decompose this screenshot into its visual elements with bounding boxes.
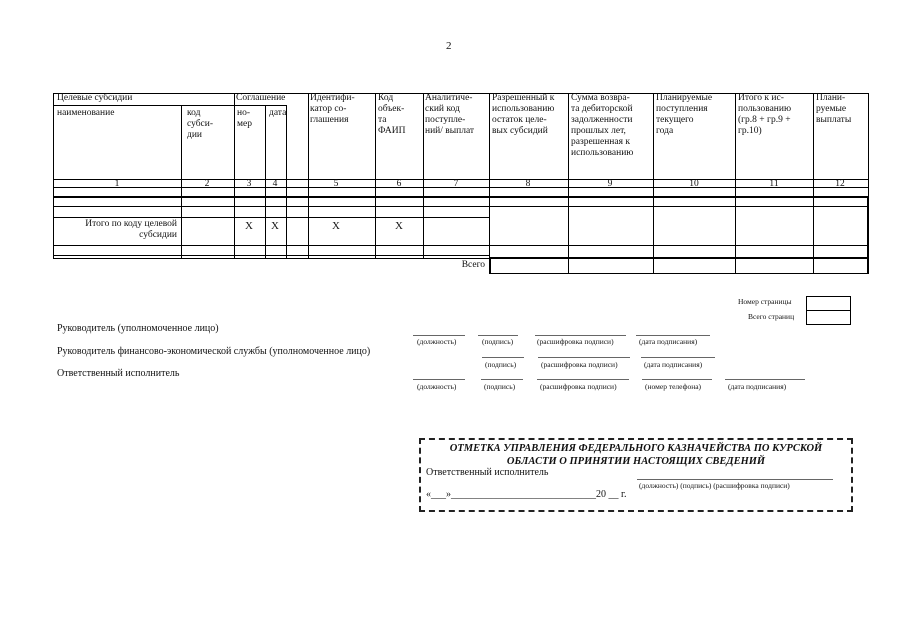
total-pages-label: Всего страниц <box>748 312 795 321</box>
stamp-date-line[interactable]: «___»_____________________________20 __ г. <box>426 489 627 500</box>
subsidies-group-underline <box>53 105 234 106</box>
executor-label: Ответственный исполнитель <box>57 368 180 379</box>
total-pages-box[interactable] <box>806 310 851 325</box>
agreement-group-header: Соглашение <box>236 93 286 103</box>
header-name: наименование <box>57 108 115 118</box>
column-number: 4 <box>272 179 278 189</box>
x-mark: Х <box>245 220 253 232</box>
table-column-border <box>308 93 309 259</box>
stamp-title-line-1: ОТМЕТКА УПРАВЛЕНИЯ ФЕДЕРАЛЬНОГО КАЗНАЧЕЙСТВА ПО КУРСКОЙ <box>449 443 823 454</box>
data-row-top-bold <box>53 196 868 198</box>
head-signature-line[interactable] <box>478 335 518 336</box>
x-mark: Х <box>395 220 403 232</box>
caption-sign-date: (дата подписания) <box>639 337 698 346</box>
finance-head-label: Руководитель финансово-экономической службы (уполномоченное лицо) <box>57 346 371 357</box>
caption-position: (должность) <box>417 382 457 391</box>
header-planned-payments: Плани- руемые выплаты <box>816 93 852 125</box>
executor-phone-line[interactable] <box>642 379 712 380</box>
page-number: 2 <box>446 40 452 52</box>
executor-date-line[interactable] <box>725 379 805 380</box>
data-row-line <box>53 206 868 207</box>
finance-decoding-line[interactable] <box>538 357 630 358</box>
table-column-border <box>568 93 569 274</box>
caption-signature: (подпись) <box>484 382 516 391</box>
stamp-captions: (должность) (подпись) (расшифровка подписи) <box>639 481 790 490</box>
page-number-label: Номер страницы <box>738 297 792 306</box>
finance-date-line[interactable] <box>641 357 715 358</box>
head-position-line[interactable] <box>413 335 465 336</box>
caption-decoding: (расшифровка подписи) <box>540 382 617 391</box>
column-number: 11 <box>769 179 779 189</box>
head-label: Руководитель (уполномоченное лицо) <box>57 323 219 334</box>
header-analytic-code: Аналитиче- ский код поступле- ний/ выплат <box>425 93 475 136</box>
header-allowed-remainder: Разрешенный к использованию остаток целе- вых субсидий <box>492 93 555 136</box>
treasury-acceptance-stamp <box>419 438 853 512</box>
grand-total-label: Всего <box>461 260 485 270</box>
table-column-border <box>375 93 376 259</box>
header-identifier: Идентифи- катор со- глашения <box>310 93 355 125</box>
column-number: 10 <box>689 179 699 189</box>
grand-total-left-bold <box>489 257 491 274</box>
table-right-bold <box>867 196 869 274</box>
total-by-code-label: Итого по коду целевой субсидии <box>85 219 177 240</box>
table-column-border <box>489 93 490 274</box>
subsidy-table <box>53 93 868 274</box>
column-number: 6 <box>396 179 402 189</box>
x-mark: Х <box>332 220 340 232</box>
head-date-line[interactable] <box>636 335 710 336</box>
header-faip-code: Код объек- та ФАИП <box>378 93 406 136</box>
table-column-border <box>181 105 182 259</box>
table-column-border <box>53 93 54 259</box>
caption-position: (должность) <box>417 337 457 346</box>
caption-phone: (номер телефона) <box>645 382 702 391</box>
header-number: но- мер <box>237 108 252 129</box>
executor-signature-line[interactable] <box>481 379 523 380</box>
stamp-title-line-2: ОБЛАСТИ О ПРИНЯТИИ НАСТОЯЩИХ СВЕДЕНИЙ <box>506 456 766 467</box>
column-number: 12 <box>835 179 845 189</box>
caption-decoding: (расшифровка подписи) <box>541 360 618 369</box>
table-column-border <box>813 93 814 274</box>
column-number: 1 <box>114 179 120 189</box>
table-column-border <box>423 93 424 259</box>
caption-decoding: (расшифровка подписи) <box>537 337 614 346</box>
header-code: код субси- дии <box>187 108 214 140</box>
grand-total-top-bold <box>489 257 868 259</box>
table-column-border <box>234 93 235 105</box>
finance-signature-line[interactable] <box>482 357 524 358</box>
stamp-executor-label: Ответственный исполнитель <box>426 467 549 478</box>
subtotal-bottom-line <box>53 245 868 246</box>
table-column-border <box>653 93 654 274</box>
caption-signature: (подпись) <box>485 360 517 369</box>
header-date: дата <box>269 108 287 118</box>
column-number: 7 <box>453 179 459 189</box>
column-number: 2 <box>204 179 210 189</box>
header-receivable-return: Сумма возвра- та дебиторской задолженности прошлых лет, разрешенная к использованию <box>571 93 634 158</box>
page-number-box[interactable] <box>806 296 851 311</box>
subsidies-group-header: Целевые субсидии <box>57 93 133 103</box>
executor-position-line[interactable] <box>413 379 465 380</box>
column-number: 5 <box>333 179 339 189</box>
caption-sign-date: (дата подписания) <box>728 382 787 391</box>
caption-sign-date: (дата подписания) <box>644 360 703 369</box>
stamp-signature-line[interactable] <box>637 479 833 480</box>
head-decoding-line[interactable] <box>535 335 626 336</box>
caption-signature: (подпись) <box>482 337 514 346</box>
column-number: 8 <box>525 179 531 189</box>
table-column-border <box>735 93 736 274</box>
header-total-use: Итого к ис- пользованию (гр.8 + гр.9 + гр.10) <box>738 93 792 136</box>
grand-total-bottom <box>489 273 868 274</box>
column-number: 3 <box>246 179 252 189</box>
agreement-group-underline <box>234 105 286 106</box>
x-mark: Х <box>271 220 279 232</box>
column-number: 9 <box>607 179 613 189</box>
executor-decoding-line[interactable] <box>537 379 629 380</box>
header-planned-income: Планируемые поступления текущего года <box>656 93 713 136</box>
